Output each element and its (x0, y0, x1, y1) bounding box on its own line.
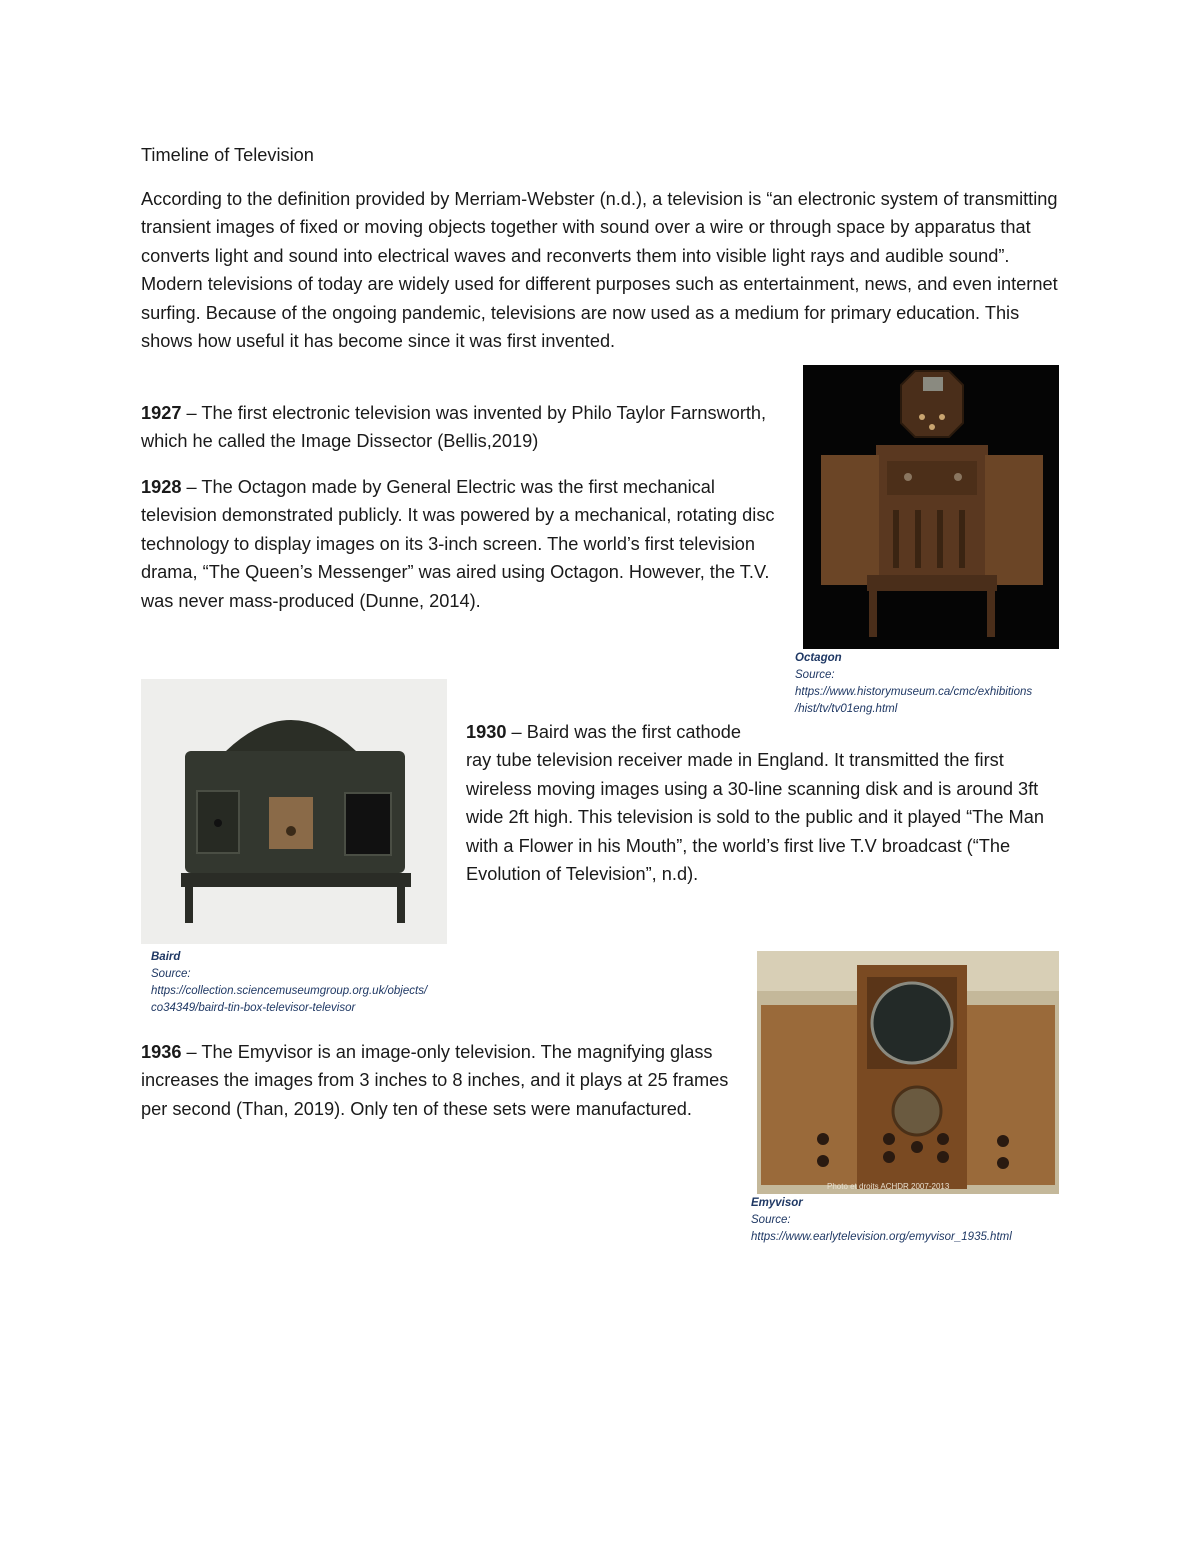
caption-source-url[interactable]: https://www.earlytelevision.org/emyvisor_1935.html (751, 1231, 1012, 1243)
intro-paragraph: According to the definition provided by Merriam-Webster (n.d.), a television is “an electronic system of transmitting transient images of fixed or moving objects together with sound over a wire or through space by apparatus that converts light and sound into electrical waves and reconverts them into visible light rays and audible sound”. Modern televisions of today are widely used for different purposes such as entertainment, news, and even internet surfing. Because of the ongoing pandemic, televisions are now used as a medium for primary education. This shows how useful it has become since it was first invented. (141, 189, 1058, 352)
caption-source-label: Source: (751, 1214, 791, 1226)
caption-source-url-cont[interactable]: /hist/tv/tv01eng.html (795, 703, 898, 715)
photo-watermark: Photo et droits ACHDR 2007-2013 (827, 1182, 950, 1191)
entry-text: ray tube television receiver made in England. It transmitted the first wireless moving images using a 30-line scanning disk and is around 3ft wide 2ft high. This television is sold to the public and it played “The Man with a Flower in his Mouth”, the world’s first live T.V broadcast (“The Evolution of Television”, n.d). (466, 750, 1044, 885)
entry-year: 1936 (141, 1042, 182, 1062)
timeline-entry-1928 (141, 473, 791, 615)
entry-year: 1930 (466, 722, 507, 742)
page-title: Timeline of Television (141, 145, 314, 165)
timeline-entry-1930 (466, 718, 1066, 888)
entry-text: – The Octagon made by General Electric was the first mechanical television demonstrated publicly. It was powered by a mechanical, rotating disc technology to display images on its 3-inch screen. The world’s first television drama, “The Queen’s Messenger” was aired using Octagon. However, the T.V. was never mass-produced (Dunne, 2014). (141, 477, 775, 611)
entry-year: 1928 (141, 477, 182, 497)
caption-source-label: Source: (151, 968, 191, 980)
entry-text: – The Emyvisor is an image-only television. The magnifying glass increases the images from 3 inches to 8 inches, and it plays at 25 frames per second (Than, 2019). Only ten of these sets were manufactured. (141, 1042, 729, 1119)
emyvisor-photo (757, 951, 1059, 1194)
caption-source-url[interactable]: https://collection.sciencemuseumgroup.org.uk/objects/ (151, 985, 428, 997)
caption-title: Emyvisor (751, 1197, 803, 1209)
caption-source-url[interactable]: https://www.historymuseum.ca/cmc/exhibitions (795, 686, 1033, 698)
octagon-caption (795, 650, 1075, 718)
entry-year: 1927 (141, 403, 182, 423)
caption-title: Octagon (795, 652, 842, 664)
entry-text-first-line: – Baird was the first cathode (506, 722, 742, 742)
caption-title: Baird (151, 951, 181, 963)
caption-source-url-cont[interactable]: co34349/baird-tin-box-televisor-televisor (151, 1002, 356, 1014)
entry-text: – The first electronic television was invented by Philo Taylor Farnsworth, which he called the Image Dissector (Bellis,2019) (141, 403, 767, 452)
timeline-entry-1927 (141, 399, 791, 456)
timeline-entry-1936 (141, 1038, 741, 1123)
caption-source-label: Source: (795, 669, 835, 681)
baird-photo (141, 679, 447, 944)
octagon-photo (803, 365, 1059, 649)
baird-caption (151, 949, 481, 1017)
emyvisor-caption (751, 1195, 1081, 1246)
